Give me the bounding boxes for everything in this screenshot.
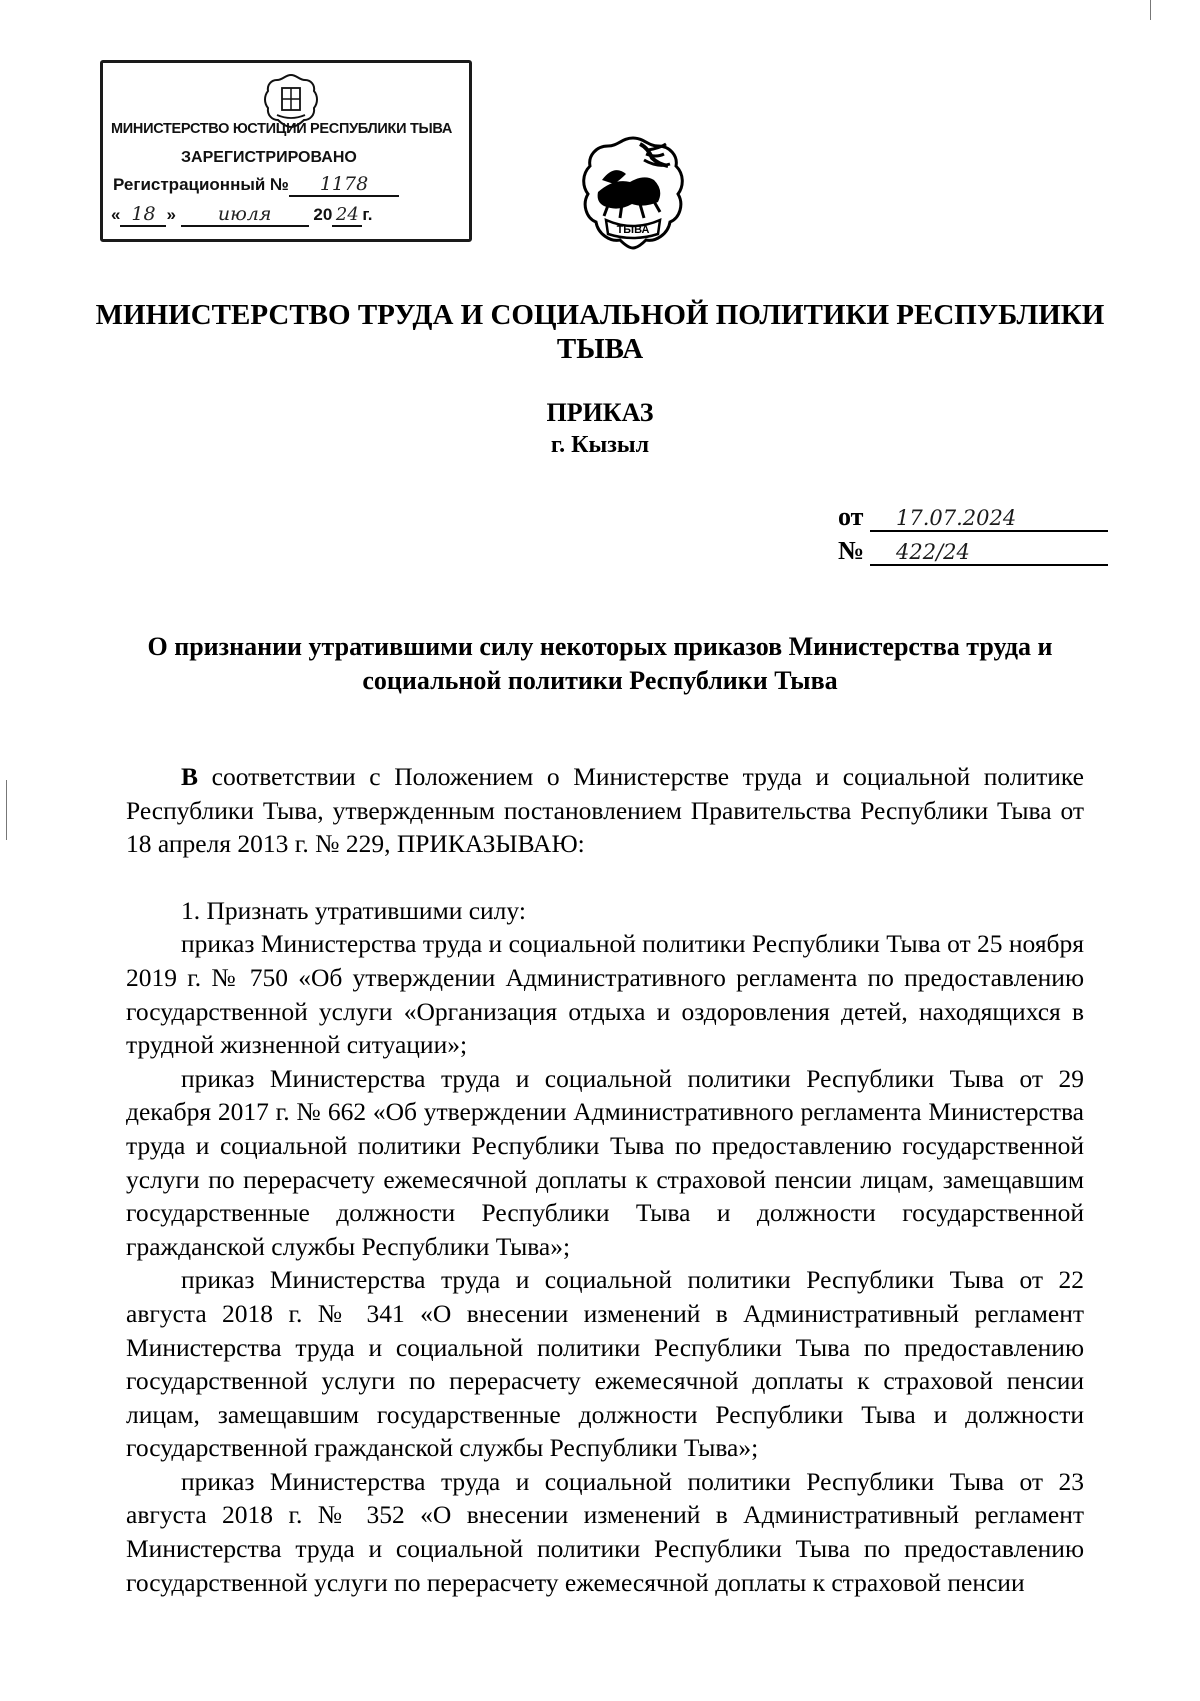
scan-edge-mark xyxy=(6,780,7,840)
stamp-date-suffix: г. xyxy=(362,205,373,224)
preamble-text: соответствии с Положением о Министерстве труда и социальной политике Республики Тыва, утвержденным постановлением Правительства Республики Тыва от 18 апреля 2013 г. № 229, ПРИКАЗЫВАЮ: xyxy=(126,762,1084,859)
ministry-heading-line1: МИНИСТЕРСТВО ТРУДА И СОЦИАЛЬНОЙ ПОЛИТИКИ РЕСПУБЛИКИ xyxy=(95,299,1105,331)
repealed-order-paragraph: приказ Министерства труда и социальной политики Республики Тыва от 23 августа 2018 г. № 352 «О внесении изменений в Административный регламент Министерства труда и социальной политики Республики Тыва по предоставлению государственной услуги по перерасчету ежемесячной доплаты к страховой пенсии xyxy=(126,1466,1084,1597)
preamble-initial: В xyxy=(181,762,199,791)
stamp-ministry-line: МИНИСТЕРСТВО ЮСТИЦИИ РЕСПУБЛИКИ ТЫВА xyxy=(111,121,453,137)
order-reference xyxy=(838,500,1108,566)
stamp-date-line xyxy=(111,203,372,227)
registration-stamp xyxy=(100,60,472,242)
order-date-value: 17.07.2024 xyxy=(870,506,1108,532)
stamp-date-day: 18 xyxy=(120,203,166,227)
item-1-heading: 1. Признать утратившими силу: xyxy=(181,895,526,925)
order-date-label: от xyxy=(838,502,864,531)
repealed-order-paragraph: приказ Министерства труда и социальной политики Республики Тыва от 22 августа 2018 г. № 341 «О внесении изменений в Административный регламент Министерства труда и социальной политики Республики Тыва по предоставлению государственной услуги по перерасчету ежемесячной доплаты к страховой пенсии лицам, замещавшим государственные должности Республики Тыва и должности государственной гражданской службы Республики Тыва»; xyxy=(126,1265,1084,1463)
order-preamble xyxy=(126,760,1084,861)
order-date-row xyxy=(838,500,1108,532)
ministry-heading-line2: ТЫВА xyxy=(556,333,644,365)
stamp-date-open-quote: « xyxy=(111,205,121,224)
stamp-date-year: 24 xyxy=(332,204,362,227)
order-number-label: № xyxy=(838,536,865,565)
stamp-registered-line: ЗАРЕГИСТРИРОВАНО xyxy=(181,149,357,166)
repealed-order-paragraph: приказ Министерства труда и социальной политики Республики Тыва от 25 ноября 2019 г. № 750 «Об утверждении Административного регламента по предоставлению государственной услуги «Организация отдыха и оздоровления детей, находящихся в трудной жизненной ситуации»; xyxy=(126,929,1084,1060)
order-number-value: 422/24 xyxy=(870,540,1108,566)
stamp-date-year-prefix: 20 xyxy=(313,205,333,224)
order-subject-line1: О признании утратившими силу некоторых приказов Министерства труда и xyxy=(147,632,1053,661)
ministry-heading xyxy=(0,298,1200,366)
tuva-coat-of-arms-icon xyxy=(574,134,692,252)
repealed-order-paragraph: приказ Министерства труда и социальной политики Республики Тыва от 29 декабря 2017 г. № 662 «Об утверждении Административного регламента Министерства труда и социальной политики Республики Тыва по предоставлению государственной услуги по перерасчету ежемесячной доплаты к страховой пенсии лицам, замещавшим государственные должности Республики Тыва и должности государственной гражданской службы Республики Тыва»; xyxy=(126,1063,1084,1261)
arms-banner-text: ТЫВА xyxy=(616,224,650,236)
document-type: ПРИКАЗ xyxy=(546,398,654,427)
stamp-reg-number-line xyxy=(113,173,399,197)
stamp-reg-number: 1178 xyxy=(289,173,399,197)
order-subject-line2: социальной политики Республики Тыва xyxy=(362,666,838,695)
order-subject xyxy=(120,630,1080,698)
stamp-reg-label: Регистрационный № xyxy=(113,175,289,194)
stamp-date-close-quote: » xyxy=(166,205,176,224)
stamp-date-month: июля xyxy=(181,203,309,227)
order-body xyxy=(126,760,1084,1599)
order-number-row xyxy=(838,534,1108,566)
scan-edge-mark xyxy=(1150,0,1151,20)
document-city: г. Кызыл xyxy=(550,432,650,458)
